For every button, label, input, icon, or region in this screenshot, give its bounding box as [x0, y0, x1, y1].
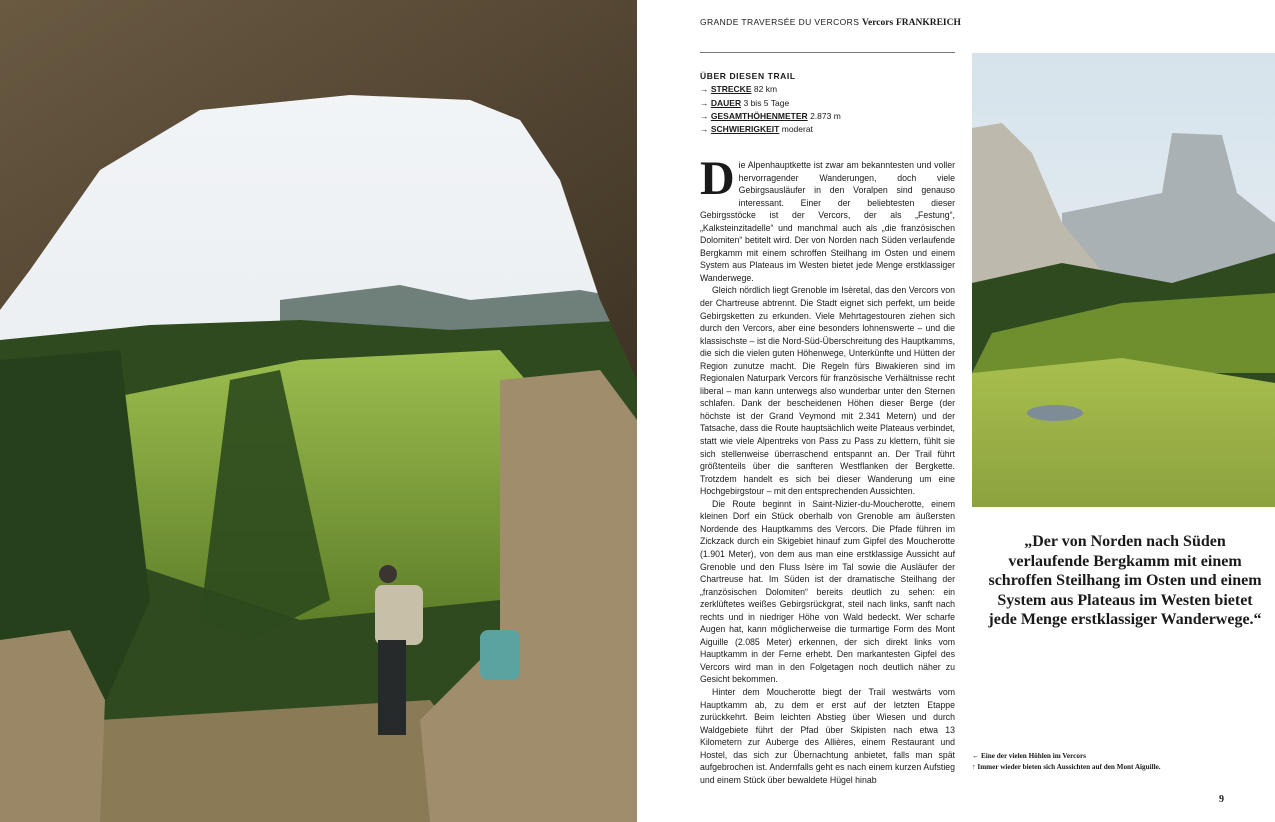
arrow-right-icon: →	[700, 124, 709, 135]
info-title: ÜBER DIESEN TRAIL	[700, 71, 796, 81]
paragraph: Die Alpenhauptkette ist zwar am bekanntesten und voller hervorragender Wanderungen, doch viele Gebirgsausläufer in den Voralpen sind genauso interessant. Einer der beliebtesten dieser Gebirgsstöcke ist der Vercors, der als „Festung“, „Kalksteinzitadelle“ und manchmal auch als „die französischen Dolomiten“ betitelt wird. Der von Norden nach Süden verlaufende Bergkamm mit einem schroffen Steilhang im Osten und einem System aus Plateaus im Westen bietet jede Menge erstklassiger Wanderwege.	[700, 152, 955, 283]
trail-info-box	[700, 70, 841, 136]
info-item: → DAUER 3 bis 5 Tage	[700, 97, 790, 108]
cave-hiker-photo	[0, 0, 637, 822]
arrow-right-icon: →	[700, 84, 709, 95]
info-item: → STRECKE 82 km	[700, 84, 778, 95]
header-divider	[700, 52, 955, 53]
arrow-left-icon: ←	[972, 752, 980, 760]
page-number: 9	[1219, 794, 1224, 805]
photo-captions	[972, 751, 1161, 773]
paragraph: Die Route beginnt in Saint-Nizier-du-Moucherotte, einem kleinen Dorf ein Stück oberhalb von Grenoble am äußersten Nordende des Hauptkamms des Vercors. Die Pfade führen im Zickzack durch ein Skigebiet hinauf zum Gipfel des Moucherotte (1.901 Meter), von dem aus man eine erstklassige Aussicht auf Grenoble und den Fluss Isère im Tal sowie die Ausläufer der Chartreuse hat. Im Süden ist der dramatische Steilhang der „französischen Dolomiten“ bereits deutlich zu sehen: ein zerklüftetes weißes Gebirgsrückgrat, steil nach links, sanft nach rechts und in niedriger Höhe von Wald bedeckt. Wer scharfe Augen hat, kann möglicherweise die turmartige Form des Mont Aiguille (2.085 Meter) erkennen, der sich direkt links vom Hauptkamm in der Ferne erhebt. Den markantesten Gipfel des Vercors wird man in den Folgetagen noch deutlich näher zu Gesicht bekommen.	[700, 498, 955, 685]
article-body	[700, 152, 955, 786]
running-header	[700, 17, 961, 28]
info-item: → SCHWIERIGKEIT moderat	[700, 124, 813, 135]
drop-cap: D	[700, 152, 735, 205]
paragraph: Gleich nördlich liegt Grenoble im Isèretal, das den Vercors von der Chartreuse abtrennt. Die Stadt eignet sich perfekt, um beide Gebirgsketten zu erkunden. Viele Mehrtagestouren ziehen sich durch den Vercors, aber eine besonders lohnenswerte – und die klassischste – ist die Nord-Süd-Überschreitung des Hauptkamms, die sich die vielen guten Höhenwege, Unterkünfte und Hütten der Region zunutze macht. Die Regeln fürs Biwakieren sind im Regionalen Naturpark Vercors für französische Verhältnisse recht liberal – man kann unterwegs also wunderbar unter den Sternen schlafen. Dank der bescheidenen Höhen dieser Berge (der höchste ist der Grand Veymond mit 2.341 Metern) und der Tatsache, dass die Route hauptsächlich weite Plateaus verbindet, statt wie viele Alpentreks von Pass zu Pass zu klettern, fühlt sie sich stellenweise überraschend entspannt an. Der Trail führt größtenteils über die sanfteren Westflanken der Bergkette. Trotzdem handelt es sich bei dieser Wanderung um eine Hochgebirgstour – mit den entsprechenden Aussichten.	[700, 285, 955, 497]
caption: ← Eine der vielen Höhlen im Vercors	[972, 752, 1086, 760]
region-label: Vercors	[862, 18, 894, 28]
country-label: FRANKREICH	[895, 18, 961, 28]
mont-aiguille-photo	[972, 53, 1275, 507]
info-item: → GESAMTHÖHENMETER 2.873 m	[700, 110, 841, 121]
arrow-up-icon: ↑	[972, 763, 976, 771]
caption: ↑ Immer wieder bieten sich Aussichten auf den Mont Aiguille.	[972, 763, 1161, 771]
arrow-right-icon: →	[700, 110, 709, 121]
paragraph: Hinter dem Moucherotte biegt der Trail westwärts vom Hauptkamm ab, zu dem er erst auf der letzten Etappe zurückkehrt. Beim leichten Abstieg über Wiesen und durch Waldgebiete führt der Pfad über Skipisten nach etwa 13 Kilometern zur Auberge des Allières, einem Restaurant und Hostel, das sich zur Übernachtung anbietet, falls man spät aufgebrochen ist. Andernfalls geht es nach einem kurzen Aufstieg und einem Stück über bewaldete Hügel hinab	[700, 686, 955, 785]
pull-quote: „Der von Norden nach Süden verlaufende Bergkamm mit einem schroffen Steilhang im Osten und einem System aus Plateaus im Westen bietet jede Menge erstklassiger Wanderwege.“	[988, 533, 1262, 628]
section-title: GRANDE TRAVERSÉE DU VERCORS	[700, 17, 860, 27]
arrow-right-icon: →	[700, 97, 709, 108]
